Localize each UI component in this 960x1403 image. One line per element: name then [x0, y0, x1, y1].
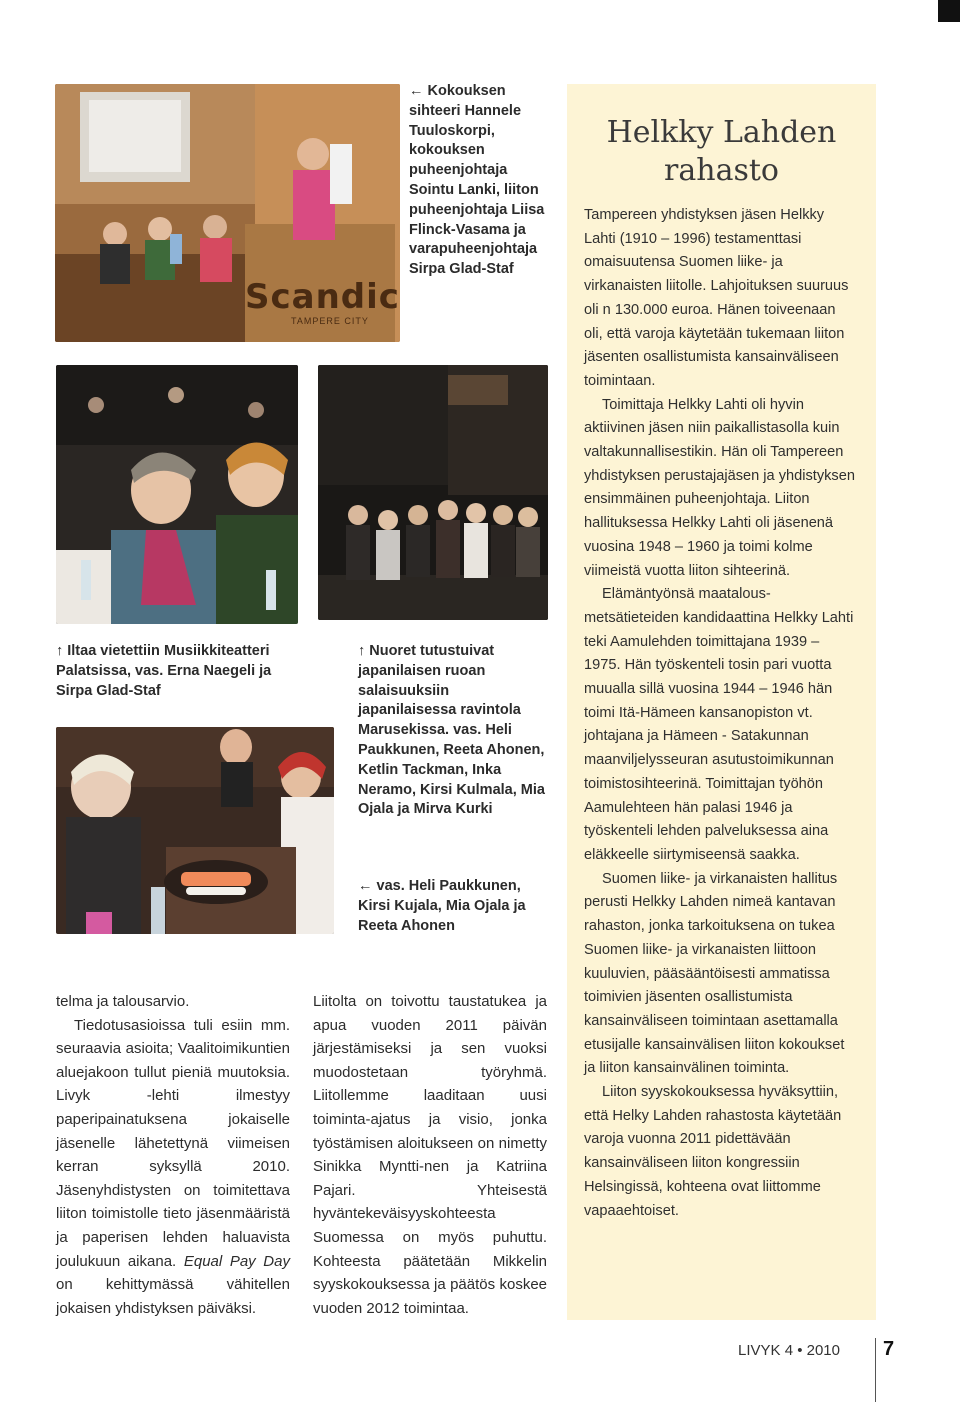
- arrow-left-icon: ←: [358, 878, 373, 894]
- page-corner-mark: [938, 0, 960, 22]
- meeting-photo: [55, 84, 400, 342]
- arrow-up-icon: ↑: [56, 643, 64, 659]
- sidebar-text: [584, 204, 856, 1223]
- paragraph: telma ja talousarvio.: [56, 993, 190, 1010]
- arrow-up-icon: ↑: [358, 643, 366, 659]
- sidebar-paragraph: Elämäntyönsä maatalous-metsätieteiden kandidaattina Helkky Lahti teki Aamulehden toimittajana 1939 – 1975. Hän työskenteli tosin pari vuotta muualla sillä vuosina 1944 – 1946 hän toimi Itä-Hämeen kansanopiston vt. johtajana ja Hämeen - Satakunnan maanviljelysseuran asutustoimikunnan toimistosihteerinä. Toimittajan työhön Aamulehteen hän palasi 1946 ja työskenteli lehden palveluksessa aina eläkkeelle siirtymiseensä saakka.: [584, 586, 854, 863]
- theatre-photo: [56, 365, 298, 624]
- podium-sign-city: TAMPERE CITY: [291, 316, 369, 326]
- footer-divider: [875, 1338, 876, 1402]
- magazine-issue: LIVYK 4 • 2010: [738, 1342, 840, 1359]
- sidebar-paragraph: Liiton syyskokouksessa hyväksyttiin, että Helky Lahden rahastosta käytetään varoja vuonna 2011 pidettävään kansainväliseen liiton kongressiin Helsingissä, kohteena ovat liittomme vapaaehtoiset.: [584, 1084, 842, 1219]
- paragraph: Liitolta on toivottu taustatukea ja apua vuoden 2011 päivän järjestämiseksi ja sen vuoksi muodostetaan työryhmä. Liitollemme laaditaan uusi toiminta-ajatus ja visio, jonka työstämisen aloitukseen on nimetty Sinikka Myntti-nen ja Katriina Pajari. Yhteisestä hyväntekeväisyyskohteesta Suomessa on myös puhuttu. Kohteesta päätetään Mikkelin syyskokouksessa ja päätös koskee vuoden 2012 toimintaa.: [313, 993, 547, 1317]
- theatre-caption: ↑ Iltaa vietettiin Musiikkiteatteri Palatsissa, vas. Erna Naegeli ja Sirpa Glad-Staf: [56, 643, 272, 699]
- sushi-caption: ← vas. Heli Paukkunen, Kirsi Kujala, Mia Ojala ja Reeta Ahonen: [358, 878, 526, 934]
- sidebar-paragraph: Toimittaja Helkky Lahti oli hyvin aktiivinen jäsen niin paikallistasolla kuin valtakunnallisestikin. Hän oli Tampereen yhdistyksen perustajajäsen ja yhdistyksen ensimmäinen puheenjohtaja. Liiton hallituksessa Helkky Lahti oli jäsenenä vuosina 1948 – 1960 ja toimi kolme viimeistä vuotta liiton sihteerinä.: [584, 396, 855, 579]
- equal-pay-day-term: Equal Pay Day: [183, 1252, 290, 1270]
- restaurant-caption: ↑ Nuoret tutustuivat japanilaisen ruoan salaisuuksiin japanilaisessa ravintola Marusekissa. vas. Heli Paukkunen, Reeta Ahonen, Ketlin Tackman, Inka Neramo, Kirsi Kulmala, Mia Ojala ja Mirva Kurki: [358, 643, 545, 818]
- meeting-caption: ← Kokouksen sihteeri Hannele Tuuloskorpi, kokouksen puheenjohtaja Sointu Lanki, liiton puheenjohtaja Liisa Flinck-Vasama ja varapuheenjohtaja Sirpa Glad-Staf: [409, 83, 545, 278]
- article-column-2: [313, 990, 547, 1320]
- article-column-1: [56, 990, 290, 1320]
- sidebar-paragraph: Suomen liike- ja virkanaisten hallitus perusti Helkky Lahden nimeä kantavan rahaston, jonka tarkoituksena on tukea Suomen liike- ja virkanaisten liittoon kuuluvien, pääsääntöisesti ammatissa toimivien jäsenten osallistumista kansainväliseen toimintaan asettamalla etusijalle kansainvälisen liiton kokoukset ja liiton kansainvälinen toiminta.: [584, 870, 845, 1077]
- podium-sign-logo: Scandic: [245, 277, 400, 317]
- arrow-left-icon: ←: [409, 83, 424, 99]
- page-number: 7: [883, 1338, 895, 1360]
- sidebar-paragraph: Tampereen yhdistyksen jäsen Helkky Lahti (1910 – 1996) testamenttasi omaisuutensa Suomen liike- ja virkanaisten liitolle. Lahjoituksen suuruus oli n 130.000 euroa. Hänen toiveenaan oli, että varoja käytetään tukemaan liiton jäsenten osallistumista kansainväliseen toimintaan.: [584, 207, 849, 389]
- restaurant-group-photo: [318, 365, 548, 620]
- fund-sidebar: [567, 84, 876, 1320]
- sushi-dinner-photo: [56, 727, 334, 934]
- sidebar-title: Helkky Lahden rahasto: [606, 115, 837, 188]
- paragraph: Tiedotusasioissa tuli esiin mm. seuraavia asioita; Vaalitoimikuntien aluejakoon tullut pieniä muutoksia. Livyk -lehti ilmestyy paperipainatuksena jokaiselle jäsenelle lähetettynä viimeisen kerran syksyllä 2010. Jäsenyhdistysten on toimitettava liiton toimistolle tieto jäsenmääristä ja paperisen lehden haluavista joulukuun aikana. Equal Pay Day on kehittymässä vähitellen jokaisen yhdistyksen päiväksi.: [56, 1016, 290, 1317]
